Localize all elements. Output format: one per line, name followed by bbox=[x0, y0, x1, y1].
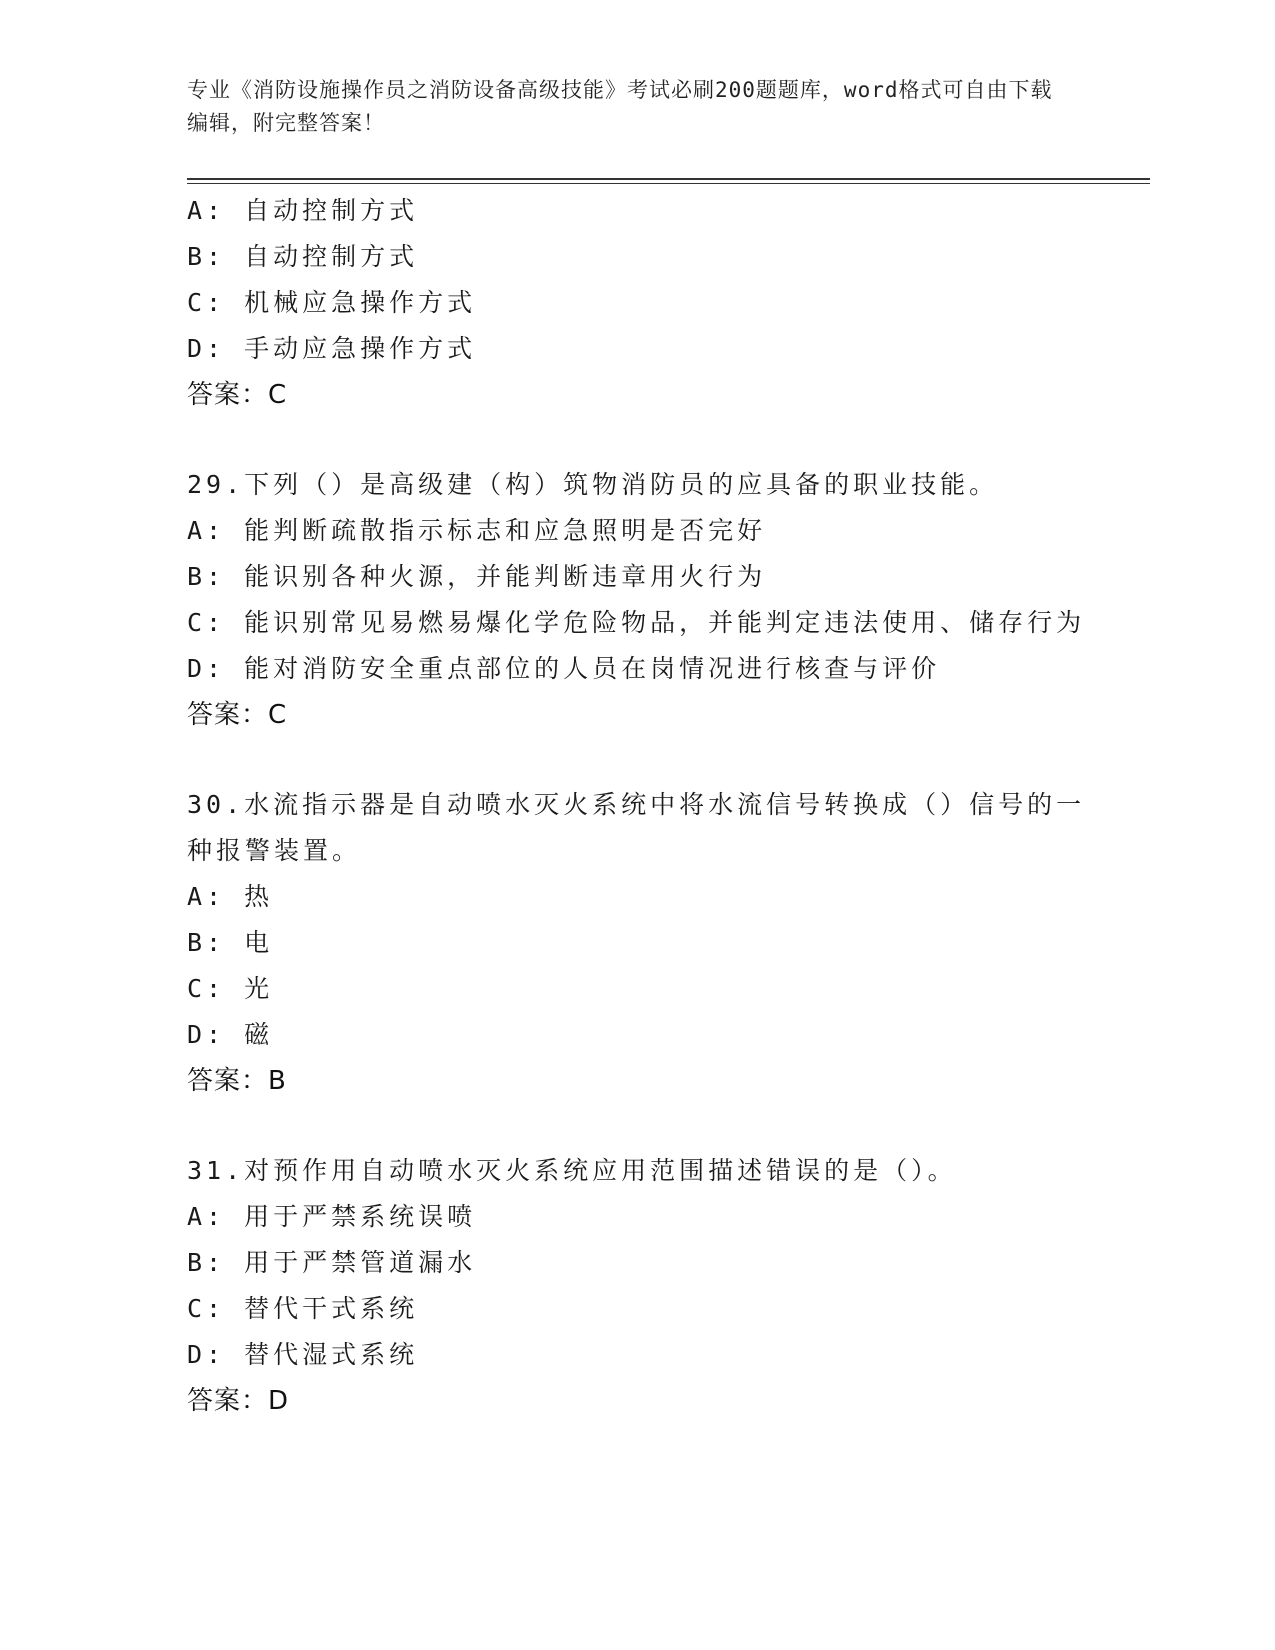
question-28-carryover bbox=[187, 188, 1087, 418]
option-label: A: bbox=[187, 196, 226, 225]
option-d bbox=[187, 1012, 1087, 1058]
option-d bbox=[187, 646, 1087, 692]
option-label: D: bbox=[187, 1020, 226, 1049]
option-c bbox=[187, 1286, 1087, 1332]
option-label: A: bbox=[187, 1202, 226, 1231]
option-a bbox=[187, 508, 1087, 554]
option-text: 手动应急操作方式 bbox=[244, 334, 477, 363]
option-c bbox=[187, 280, 1087, 326]
option-text: 能判断疏散指示标志和应急照明是否完好 bbox=[244, 516, 767, 545]
option-label: C: bbox=[187, 974, 226, 1003]
question-30 bbox=[187, 782, 1087, 1104]
option-text: 能对消防安全重点部位的人员在岗情况进行核查与评价 bbox=[244, 654, 941, 683]
option-text: 能识别常见易燃易爆化学危险物品，并能判定违法使用、储存行为 bbox=[244, 608, 1086, 637]
answer-line: 答案：D bbox=[187, 1386, 290, 1416]
question-list bbox=[187, 188, 1087, 1424]
option-label: B: bbox=[187, 562, 226, 591]
option-b bbox=[187, 920, 1087, 966]
option-a bbox=[187, 1194, 1087, 1240]
option-text: 替代干式系统 bbox=[244, 1294, 419, 1323]
option-text: 能识别各种火源，并能判断违章用火行为 bbox=[244, 562, 767, 591]
option-label: C: bbox=[187, 1294, 226, 1323]
option-label: D: bbox=[187, 334, 226, 363]
option-text: 自动控制方式 bbox=[244, 196, 419, 225]
header-divider bbox=[187, 178, 1150, 184]
option-label: C: bbox=[187, 608, 226, 637]
question-31 bbox=[187, 1148, 1087, 1424]
option-label: B: bbox=[187, 242, 226, 271]
option-text: 磁 bbox=[244, 1020, 274, 1049]
option-b bbox=[187, 1240, 1087, 1286]
question-stem: 30.水流指示器是自动喷水灭火系统中将水流信号转换成（）信号的一种报警装置。 bbox=[187, 790, 1086, 865]
answer-line: 答案：B bbox=[187, 1066, 287, 1096]
option-b bbox=[187, 554, 1087, 600]
option-text: 机械应急操作方式 bbox=[244, 288, 477, 317]
option-b bbox=[187, 234, 1087, 280]
question-29 bbox=[187, 462, 1087, 738]
question-stem: 31.对预作用自动喷水灭火系统应用范围描述错误的是（）。 bbox=[187, 1156, 957, 1185]
option-d bbox=[187, 326, 1087, 372]
option-text: 用于严禁系统误喷 bbox=[244, 1202, 477, 1231]
option-text: 热 bbox=[244, 882, 274, 911]
option-text: 用于严禁管道漏水 bbox=[244, 1248, 477, 1277]
option-d bbox=[187, 1332, 1087, 1378]
option-text: 替代湿式系统 bbox=[244, 1340, 419, 1369]
option-text: 自动控制方式 bbox=[244, 242, 419, 271]
option-a bbox=[187, 874, 1087, 920]
question-stem: 29.下列（）是高级建（构）筑物消防员的应具备的职业技能。 bbox=[187, 470, 999, 499]
option-label: D: bbox=[187, 654, 226, 683]
option-text: 光 bbox=[244, 974, 274, 1003]
option-label: A: bbox=[187, 516, 226, 545]
answer-line: 答案：C bbox=[187, 380, 288, 410]
option-label: A: bbox=[187, 882, 226, 911]
page-header: 专业《消防设施操作员之消防设备高级技能》考试必刷200题题库，word格式可自由下载编辑，附完整答案！ bbox=[187, 78, 1053, 135]
option-c bbox=[187, 600, 1087, 646]
answer-line: 答案：C bbox=[187, 700, 288, 730]
option-a bbox=[187, 188, 1087, 234]
option-label: C: bbox=[187, 288, 226, 317]
option-c bbox=[187, 966, 1087, 1012]
option-label: D: bbox=[187, 1340, 226, 1369]
option-text: 电 bbox=[244, 928, 274, 957]
option-label: B: bbox=[187, 1248, 226, 1277]
option-label: B: bbox=[187, 928, 226, 957]
